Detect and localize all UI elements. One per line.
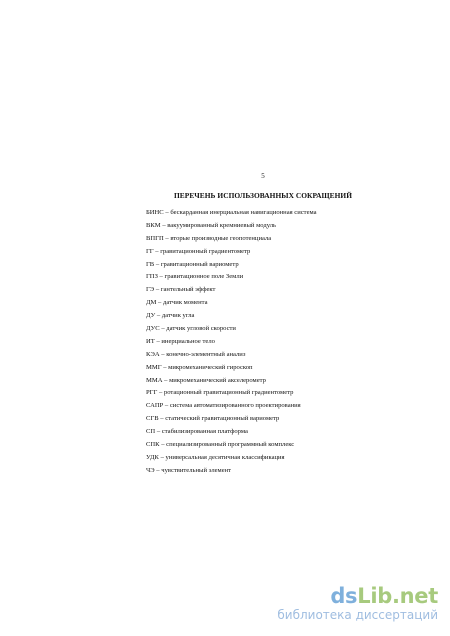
abbreviation-term: ВКМ [146,221,161,229]
abbreviation-term: БИНС [146,209,164,216]
abbreviation-definition: чувствительный элемент [161,466,232,474]
dslib-tagline: библиотека диссертаций [277,608,438,622]
abbreviation-term: ДМ [146,299,157,307]
abbreviation-definition: система автоматизированного проектирования [169,402,301,410]
abbreviation-dash: – [165,209,169,216]
abbreviation-dash: – [156,428,161,436]
abbreviation-dash: – [156,337,160,345]
abbreviation-list [146,210,317,481]
abbreviation-definition: гравитационный вариометр [160,260,239,268]
abbreviation-definition: микромеханический гироскоп [168,363,253,371]
abbreviation-definition: бескарданная инерциальная навигационная система [170,209,317,216]
abbreviation-term: ММГ [146,363,162,371]
abbreviation-definition: вакуумированный кремниевый модуль [167,221,277,229]
abbreviation-definition: микромеханический акселерометр [169,376,266,384]
abbreviation-term: РГГ [146,389,158,397]
abbreviation-definition: вторые производные геопотенциала [170,234,272,242]
abbreviation-dash: – [156,466,160,474]
abbreviation-dash: – [160,415,164,423]
abbreviation-term: ДУ [146,312,156,320]
abbreviation-dash: – [164,402,169,410]
abbreviation-definition: гравитационный градиентометр [160,247,251,255]
logo-part-lib: Lib [357,584,392,608]
abbreviation-dash: – [161,350,165,358]
abbreviation-dash: – [162,221,166,229]
abbreviation-dash: – [159,273,163,281]
dslib-watermark [277,585,438,622]
section-title: ПЕРЕЧЕНЬ ИСПОЛЬЗОВАННЫХ СОКРАЩЕНИЙ [173,191,352,200]
abbreviation-term: ГПЗ [146,273,158,281]
abbreviation-term: СП [146,428,156,436]
abbreviation-dash: – [155,286,160,294]
abbreviation-dash: – [163,363,167,371]
abbreviation-term: ВПГП [146,234,164,242]
abbreviation-dash: – [160,453,164,461]
abbreviation-term: ИТ [146,337,155,345]
abbreviation-term: СГВ [146,415,159,423]
abbreviation-definition: стабилизированная платформа [161,428,248,436]
abbreviation-dash: – [155,247,159,255]
abbreviation-definition: датчик угловой скорости [166,325,236,333]
abbreviation-term: ГЭ [146,286,155,294]
abbreviation-dash: – [161,325,165,333]
abbreviation-term: УДК [146,453,159,461]
abbreviation-definition: датчик угла [161,312,195,320]
abbreviation-definition: специализированный программный комплекс [166,441,295,449]
abbreviation-dash: – [156,312,161,320]
abbreviation-term: СПК [146,441,160,449]
logo-part-net: .net [391,584,438,608]
abbreviation-term: ЧЭ [146,466,155,474]
abbreviation-dash: – [165,234,169,242]
abbreviation-term: ГВ [146,260,155,268]
abbreviation-dash: – [158,389,163,397]
abbreviation-dash: – [161,441,165,449]
page-number: 5 [261,172,265,180]
abbreviation-dash: – [164,376,168,384]
abbreviation-dash: – [155,260,160,268]
abbreviation-term: САПР [146,402,164,410]
abbreviation-definition: конечно-элементный анализ [166,350,246,358]
abbreviation-term: ДУС [146,325,160,333]
abbreviation-term: КЭА [146,350,160,358]
abbreviation-definition: гантельный эффект [160,286,216,294]
abbreviation-item [146,468,317,481]
abbreviation-dash: – [158,299,162,307]
dslib-logo [277,585,438,607]
abbreviation-term: ГГ [146,247,154,255]
abbreviation-definition: статический гравитационный вариометр [165,415,280,423]
logo-part-ds: ds [330,584,358,608]
abbreviation-definition: ротационный гравитационный градиентометр [163,389,294,397]
abbreviation-definition: инерциальное тело [161,337,215,345]
abbreviation-definition: универсальная десятичная классификация [165,453,285,461]
abbreviation-term: ММА [146,376,163,384]
abbreviation-definition: датчик момента [162,299,208,307]
abbreviation-definition: гравитационное поле Земли [164,273,244,281]
